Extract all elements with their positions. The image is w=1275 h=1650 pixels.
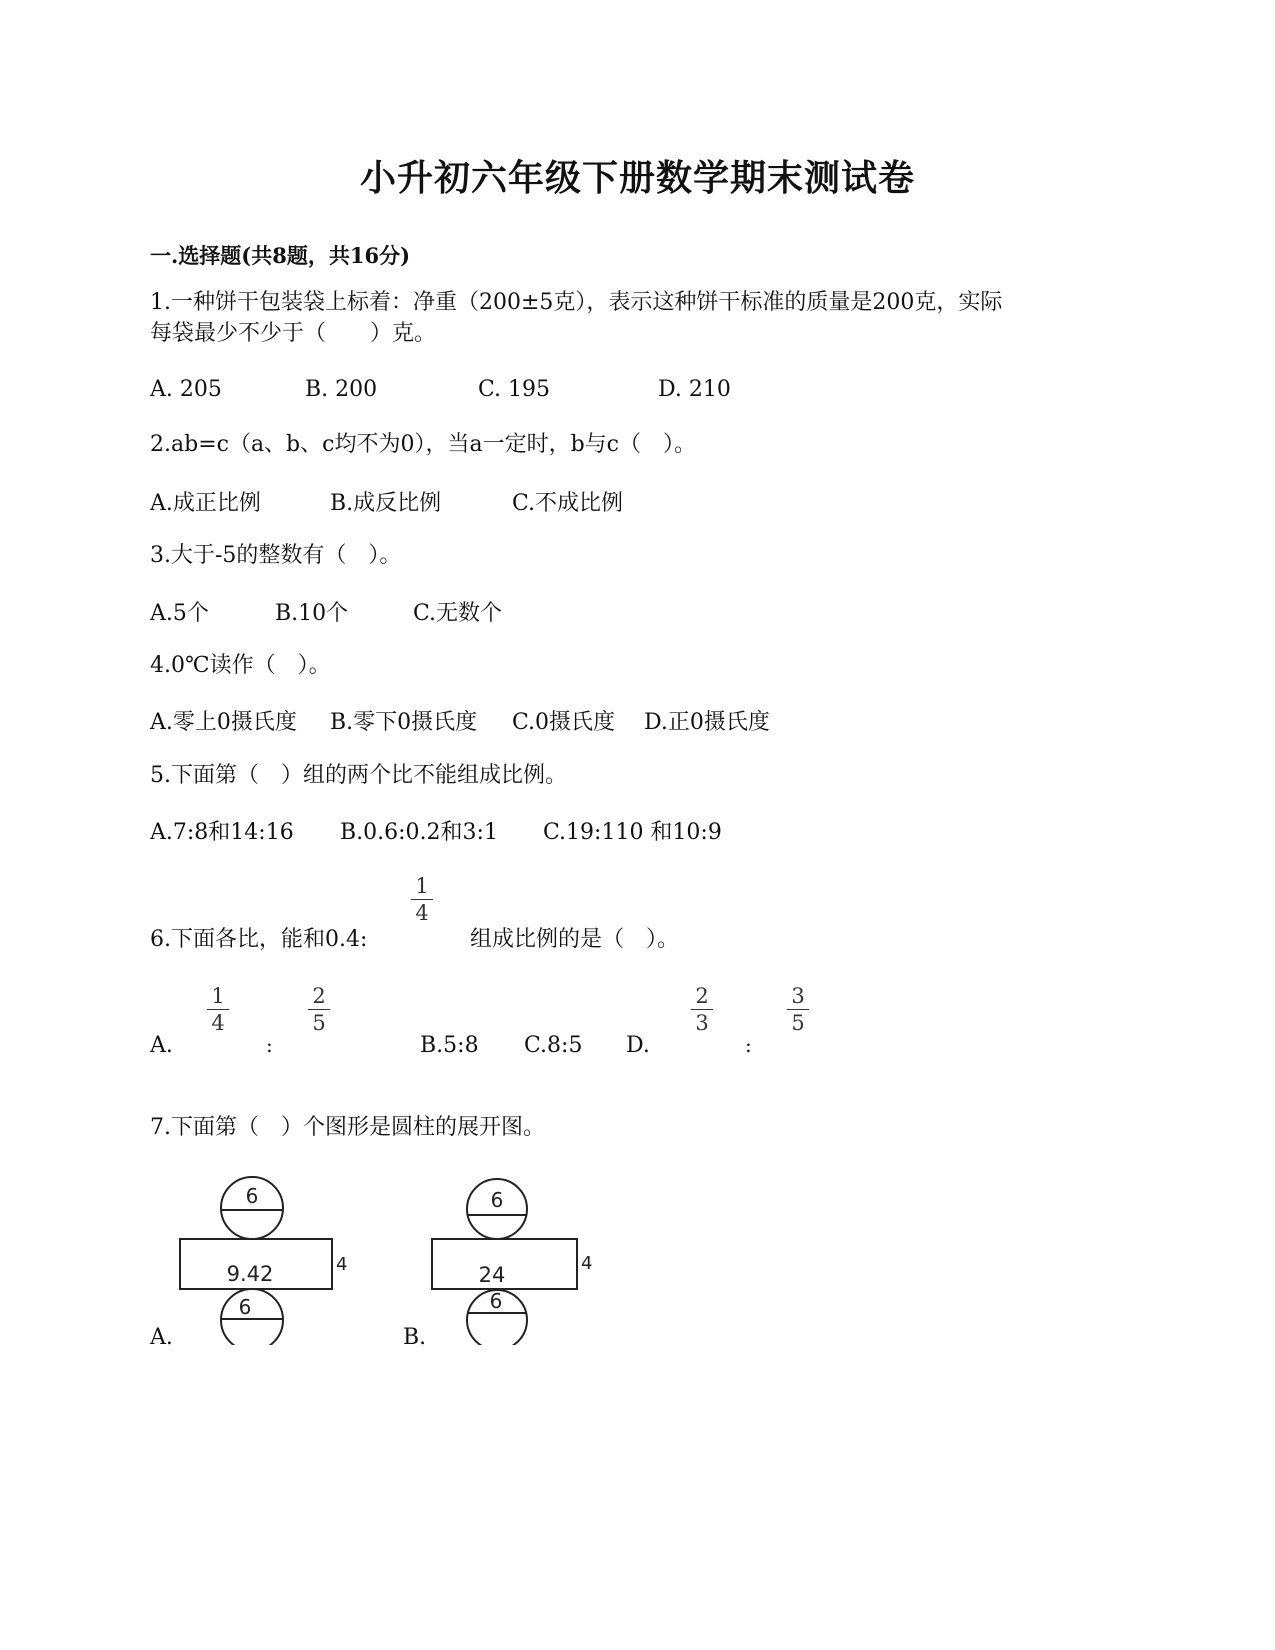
q3-option-c[interactable]: C.无数个 xyxy=(413,601,503,626)
q6-option-d-fraction-2 xyxy=(784,985,812,1034)
bottom-diameter-label: 6 xyxy=(238,1295,252,1319)
q6-option-d-label[interactable]: D. xyxy=(626,1033,650,1058)
q4-option-b[interactable]: B.零下0摄氏度 xyxy=(330,710,478,735)
rect-length-label: 24 xyxy=(478,1263,506,1287)
page-title: 小升初六年级下册数学期末测试卷 xyxy=(359,157,915,199)
q6-option-a-fraction-2 xyxy=(305,985,333,1034)
q4-option-d[interactable]: D.正0摄氏度 xyxy=(644,710,770,735)
q7-option-b-label[interactable]: B. xyxy=(403,1325,427,1350)
q5-option-c[interactable]: C.19:110 和10:9 xyxy=(543,820,722,845)
q6-option-c[interactable]: C.8:5 xyxy=(524,1033,583,1058)
question-1-line-1: 1.一种饼干包装袋上标着：净重（200±5克），表示这种饼干标准的质量是200克，实际 xyxy=(150,290,1003,315)
fraction-bar xyxy=(411,899,433,900)
cylinder-net-a[interactable] xyxy=(175,1175,355,1350)
question-7: 7.下面第（ ）个图形是圆柱的展开图。 xyxy=(150,1115,545,1140)
q5-option-a[interactable]: A.7:8和14:16 xyxy=(150,820,294,845)
bottom-diameter-label: 6 xyxy=(489,1289,503,1313)
q3-option-b[interactable]: B.10个 xyxy=(275,601,349,626)
question-2: 2.ab=c（a、b、c均不为0），当a一定时，b与c（ ）。 xyxy=(150,432,696,457)
q3-option-a[interactable]: A.5个 xyxy=(150,601,209,626)
q1-option-a[interactable]: A. 205 xyxy=(150,377,222,402)
question-1-line-2: 每袋最少不少于（ ）克。 xyxy=(150,321,437,346)
fraction-denominator: 4 xyxy=(211,1011,225,1035)
question-6-fraction xyxy=(408,875,436,924)
rect-height-label: 4 xyxy=(581,1253,593,1274)
fraction-numerator: 2 xyxy=(695,984,709,1008)
question-3: 3.大于-5的整数有（ ）。 xyxy=(150,543,402,568)
fraction-denominator: 3 xyxy=(695,1011,709,1035)
fraction-bar xyxy=(308,1009,330,1010)
q2-option-c[interactable]: C.不成比例 xyxy=(512,491,624,516)
question-4: 4.0℃读作（ ）。 xyxy=(150,653,331,678)
fraction-numerator: 3 xyxy=(791,984,805,1008)
section-heading: 一.选择题(共8题，共16分) xyxy=(150,243,411,268)
fraction-denominator: 4 xyxy=(415,901,429,925)
fraction-denominator: 5 xyxy=(312,1011,326,1035)
q2-option-a[interactable]: A.成正比例 xyxy=(150,491,261,516)
fraction-bar xyxy=(691,1009,713,1010)
question-6-prefix: 6.下面各比，能和0.4: xyxy=(150,927,368,952)
q6-option-b[interactable]: B.5:8 xyxy=(420,1033,479,1058)
q4-option-c[interactable]: C.0摄氏度 xyxy=(512,710,616,735)
rect-height-label: 4 xyxy=(336,1254,348,1275)
top-diameter-label: 6 xyxy=(490,1188,504,1212)
cylinder-net-b[interactable] xyxy=(427,1175,607,1350)
q6-option-a-label[interactable]: A. xyxy=(150,1033,173,1058)
q1-option-d[interactable]: D. 210 xyxy=(658,377,731,402)
question-5: 5.下面第（ ）组的两个比不能组成比例。 xyxy=(150,763,567,788)
q6-option-d-fraction-1 xyxy=(688,985,716,1034)
fraction-bar xyxy=(207,1009,229,1010)
fraction-numerator: 1 xyxy=(211,984,225,1008)
q2-option-b[interactable]: B.成反比例 xyxy=(330,491,442,516)
q6-option-a-colon: : xyxy=(266,1033,273,1057)
q4-option-a[interactable]: A.零上0摄氏度 xyxy=(150,710,297,735)
q1-option-c[interactable]: C. 195 xyxy=(478,377,551,402)
fraction-bar xyxy=(787,1009,809,1010)
q6-option-d-colon: : xyxy=(745,1033,752,1057)
q1-option-b[interactable]: B. 200 xyxy=(305,377,378,402)
q5-option-b[interactable]: B.0.6:0.2和3:1 xyxy=(340,820,498,845)
top-diameter-label: 6 xyxy=(245,1184,259,1208)
question-6-suffix: 组成比例的是（ ）。 xyxy=(470,927,680,952)
rect-length-label: 9.42 xyxy=(226,1262,274,1286)
q6-option-a-fraction-1 xyxy=(204,985,232,1034)
fraction-numerator: 1 xyxy=(415,874,429,898)
fraction-numerator: 2 xyxy=(312,984,326,1008)
fraction-denominator: 5 xyxy=(791,1011,805,1035)
q7-option-a-label[interactable]: A. xyxy=(150,1325,173,1350)
question-1 xyxy=(150,287,1002,349)
